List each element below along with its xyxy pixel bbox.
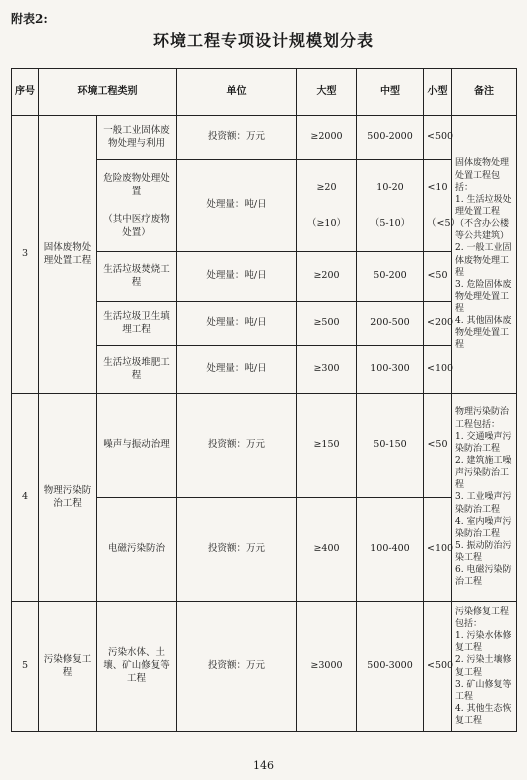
medium-cell: 50-150 — [357, 394, 424, 498]
seq-cell: 4 — [12, 394, 39, 602]
header-medium: 中型 — [357, 69, 424, 116]
subcategory-cell: 一般工业固体废物处理与利用 — [97, 116, 177, 160]
medium-value-sub: （5-10） — [369, 217, 411, 229]
page-title: 环境工程专项设计规模划分表 — [152, 31, 374, 50]
unit-cell: 处理量：吨/日 — [177, 346, 297, 394]
unit-cell: 处理量：吨/日 — [177, 160, 297, 252]
small-value: <10 — [427, 182, 448, 194]
large-cell: ≥500 — [297, 302, 357, 346]
remark-line: 物理污染防治工程包括： — [455, 407, 510, 430]
appendix-label: 附表2: — [11, 12, 48, 26]
medium-cell: 500-3000 — [357, 602, 424, 732]
subcategory-cell: 污染水体、土壤、矿山修复等工程 — [97, 602, 177, 732]
remark-line: 4. 其他生态恢复工程 — [455, 703, 512, 727]
large-value-sub: （≥10） — [306, 217, 347, 229]
large-cell: ≥300 — [297, 346, 357, 394]
medium-cell: 100-300 — [357, 346, 424, 394]
large-cell: ≥150 — [297, 394, 357, 498]
category-cell: 固体废物处理处置工程 — [39, 116, 97, 394]
medium-cell: 100-400 — [357, 498, 424, 602]
subcategory-cell: 生活垃圾堆肥工程 — [97, 346, 177, 394]
scale-table — [11, 68, 517, 732]
remark-line: 固体废物处理处置工程包括： — [455, 158, 510, 193]
header-small: 小型 — [424, 69, 452, 116]
unit-cell: 投资额：万元 — [177, 602, 297, 732]
small-cell: <100 — [424, 498, 452, 602]
small-value-sub: （<5） — [427, 217, 461, 229]
large-value: ≥20 — [316, 182, 337, 194]
subcategory-cell: 噪声与振动治理 — [97, 394, 177, 498]
page-number: 146 — [253, 759, 274, 772]
remark-line: 2. 建筑施工噪声污染防治工程 — [455, 456, 512, 491]
large-cell: ≥3000 — [297, 602, 357, 732]
remark-line: 污染修复工程包括： — [455, 606, 510, 629]
small-cell — [424, 160, 461, 252]
large-cell: ≥200 — [297, 252, 357, 302]
small-cell: <500 — [424, 602, 452, 732]
remark-line: 2. 一般工业固体废物处理工程 — [455, 243, 512, 278]
medium-cell: 50-200 — [357, 252, 424, 302]
remark-line: 1. 污染水体修复工程 — [455, 631, 512, 654]
small-cell: <500 — [424, 116, 452, 160]
seq-cell: 3 — [12, 116, 39, 394]
unit-cell: 投资额：万元 — [177, 498, 297, 602]
header-row — [12, 69, 517, 116]
remark-line: 5. 振动防治污染工程 — [455, 540, 512, 564]
seq-cell: 5 — [12, 602, 39, 732]
remark-line: 3. 危险固体废物处理处置工程 — [455, 279, 512, 315]
header-seq: 序号 — [12, 69, 39, 116]
header-category: 环境工程类别 — [39, 69, 177, 116]
header-remark: 备注 — [452, 69, 517, 116]
subcategory-sublabel: （其中医疗废物处置） — [103, 213, 170, 238]
medium-value: 10-20 — [376, 182, 404, 194]
large-cell: ≥400 — [297, 498, 357, 602]
table-row — [12, 116, 517, 160]
table-row — [12, 394, 517, 498]
unit-cell: 处理量：吨/日 — [177, 302, 297, 346]
unit-cell: 投资额：万元 — [177, 116, 297, 160]
subcategory-label: 危险废物处理处置 — [103, 172, 170, 198]
table-row — [12, 602, 517, 732]
header-large: 大型 — [297, 69, 357, 116]
small-cell: <100 — [424, 346, 452, 394]
medium-cell: 200-500 — [357, 302, 424, 346]
small-cell: <50 — [424, 252, 452, 302]
large-cell — [297, 160, 357, 252]
remark-line: 2. 污染土壤修复工程 — [455, 655, 512, 678]
remark-cell — [452, 602, 517, 732]
small-cell: <200 — [424, 302, 452, 346]
large-cell: ≥2000 — [297, 116, 357, 160]
subcategory-cell: 生活垃圾焚烧工程 — [97, 252, 177, 302]
subcategory-cell: 电磁污染防治 — [97, 498, 177, 602]
remark-line: 3. 工业噪声污染防治工程 — [455, 492, 512, 515]
header-unit: 单位 — [177, 69, 297, 116]
remark-cell — [452, 116, 517, 394]
remark-line: 4. 室内噪声污染防治工程 — [455, 516, 512, 539]
remark-line: 4. 其他固体废物处理处置工程 — [455, 316, 512, 351]
category-cell: 污染修复工程 — [39, 602, 97, 732]
remark-line: 1. 交通噪声污染防治工程 — [455, 431, 512, 454]
remark-cell — [452, 394, 517, 602]
small-cell: <50 — [424, 394, 452, 498]
remark-line: 1. 生活垃圾处理处置工程（不含办公楼等公共建筑） — [455, 194, 512, 242]
medium-cell: 500-2000 — [357, 116, 424, 160]
remark-line: 6. 电磁污染防治工程 — [455, 565, 512, 588]
unit-cell: 投资额：万元 — [177, 394, 297, 498]
remark-line: 3. 矿山修复等工程 — [455, 679, 512, 702]
category-cell: 物理污染防治工程 — [39, 394, 97, 602]
subcategory-cell — [97, 160, 177, 252]
medium-cell — [357, 160, 424, 252]
subcategory-cell: 生活垃圾卫生填埋工程 — [97, 302, 177, 346]
unit-cell: 处理量：吨/日 — [177, 252, 297, 302]
